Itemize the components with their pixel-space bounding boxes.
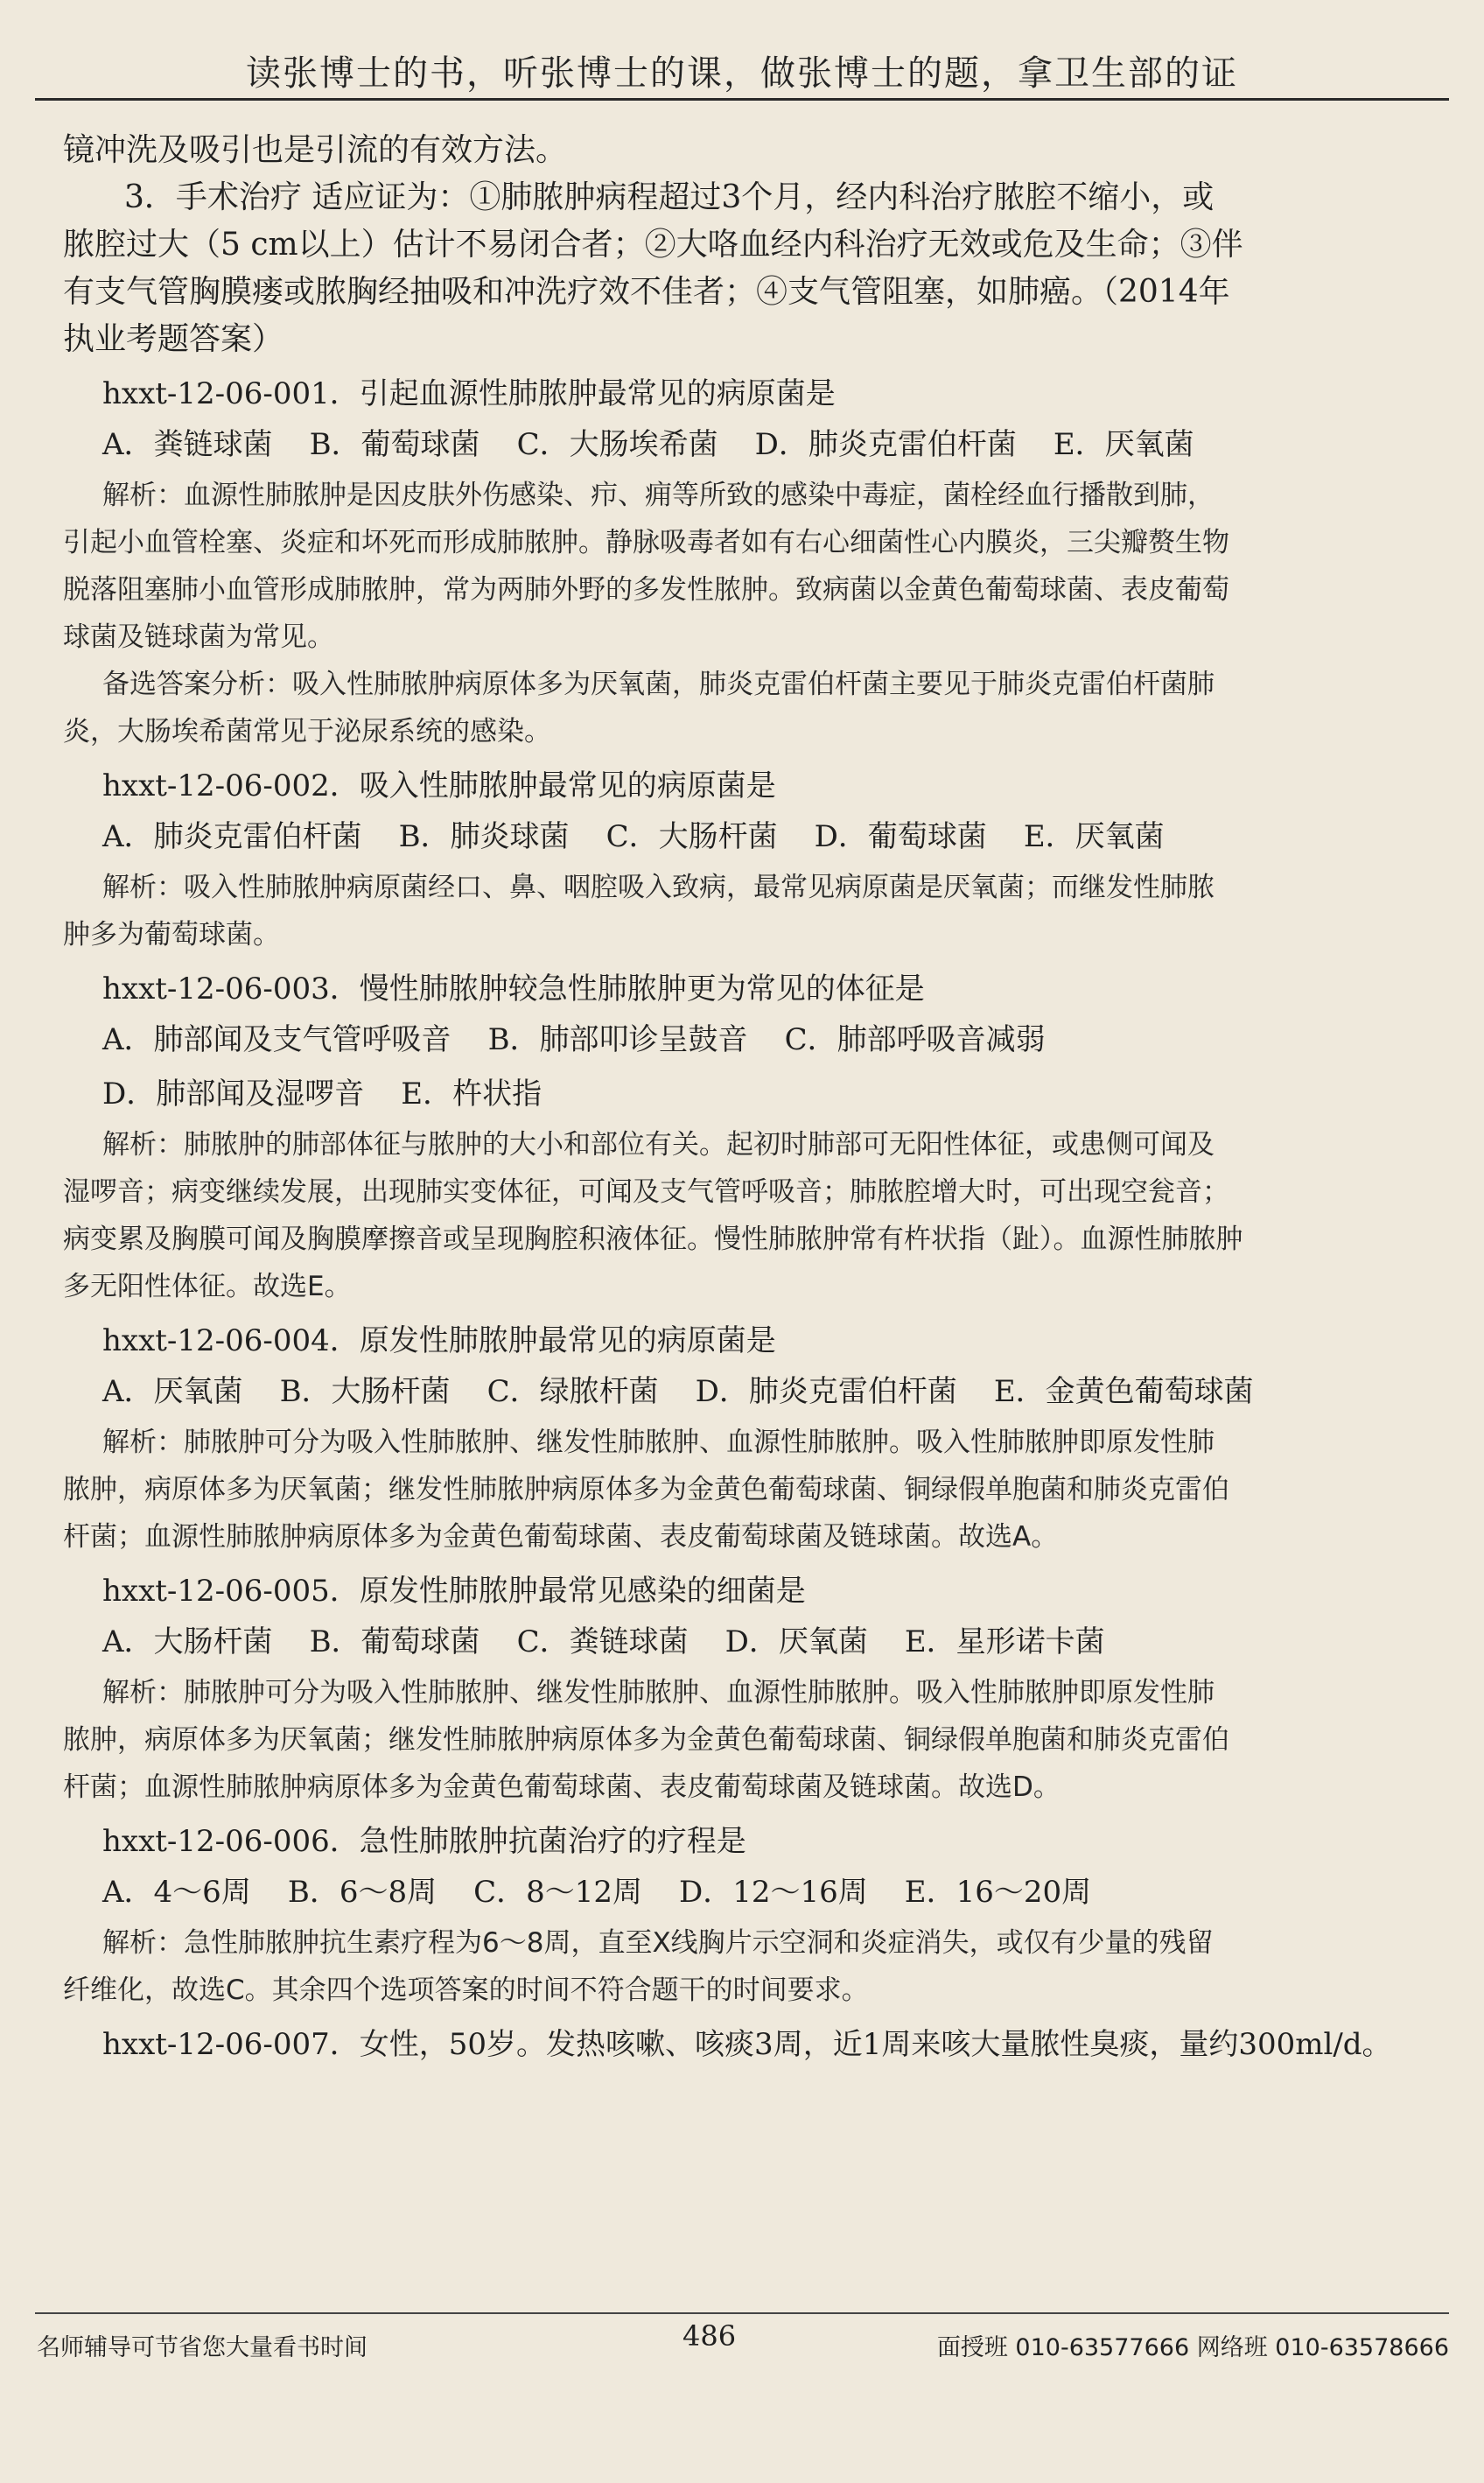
analysis-line: 解析：急性肺脓肿抗生素疗程为6～8周，直至X线胸片示空洞和炎症消失，或仅有少量的残留 [102,1927,1214,1959]
analysis-line: 病变累及胸膜可闻及胸膜摩擦音或呈现胸腔积液体征。慢性肺脓肿常有杵状指（趾）。血源性肺脓肿 [63,1224,1243,1255]
analysis-line: 球菌及链球菌为常见。 [63,621,334,653]
analysis-line: 纤维化，故选C。其余四个选项答案的时间不符合题干的时间要求。 [63,1974,869,2006]
footer-rule [35,2312,1449,2314]
footer-slogan: 名师辅导可节省您大量看书时间 [37,2334,368,2361]
analysis-line: 杆菌；血源性肺脓肿病原体多为金黄色葡萄球菌、表皮葡萄球菌及链球菌。故选D。 [63,1771,1060,1803]
question-block [63,1818,1447,2014]
answer-option: C．大肠杆菌 [606,819,778,854]
analysis [63,1121,1447,1310]
options-row [63,810,1447,864]
answer-option: C．粪链球菌 [516,1624,689,1659]
answer-option: C．大肠埃希菌 [516,427,718,462]
answer-option: E．厌氧菌 [1023,819,1165,854]
answer-option: B．肺部叩诊呈鼓音 [487,1022,748,1057]
options-row [63,1615,1447,1669]
intro-line: 3．手术治疗 适应证为：①肺脓肿病程超过3个月，经内科治疗脓腔不缩小，或 [124,179,1214,215]
analysis-line: 脓肿，病原体多为厌氧菌；继发性肺脓肿病原体多为金黄色葡萄球菌、铜绿假单胞菌和肺炎克雷伯 [63,1474,1229,1505]
answer-option: A．厌氧菌 [102,1374,243,1409]
question-block [63,965,1447,1310]
question-block [63,1317,1447,1561]
answer-option: E．厌氧菌 [1053,427,1194,462]
intro-line: 有支气管胸膜瘘或脓胸经抽吸和冲洗疗效不佳者；④支气管阻塞，如肺癌。（2014年 [63,274,1230,310]
question-stem: hxxt-12-06-007．女性，50岁。发热咳嗽、咳痰3周，近1周来咳大量脓性臭痰，量约300ml/d。 [102,2027,1392,2062]
analysis-line: 肿多为葡萄球菌。 [63,919,280,950]
analysis-line: 解析：肺脓肿可分为吸入性肺脓肿、继发性肺脓肿、血源性肺脓肿。吸入性肺脓肿即原发性肺 [102,1677,1214,1708]
answer-option: A．大肠杆菌 [102,1624,273,1659]
answer-option: D．肺炎克雷伯杆菌 [754,427,1017,462]
analysis-line: 湿啰音；病变继续发展，出现肺实变体征，可闻及支气管呼吸音；肺脓腔增大时，可出现空瓮音； [63,1176,1229,1208]
answer-option: E．16～20周 [904,1875,1092,1910]
options-row [63,417,1447,472]
question-stem: hxxt-12-06-003．慢性肺脓肿较急性肺脓肿更为常见的体征是 [102,971,925,1007]
running-header: 读张博士的书，听张博士的课，做张博士的题，拿卫生部的证 [246,53,1238,94]
answer-option: D．肺部闻及湿啰音 [102,1077,365,1112]
answer-option: B．葡萄球菌 [309,427,480,462]
answer-option: E．星形诺卡菌 [904,1624,1105,1659]
question-stem: hxxt-12-06-005．原发性肺脓肿最常见感染的细菌是 [102,1574,806,1609]
answer-option: D．厌氧菌 [724,1624,868,1659]
analysis-line: 解析：吸入性肺脓肿病原菌经口、鼻、咽腔吸入致病，最常见病原菌是厌氧菌；而继发性肺脓 [102,872,1214,903]
analysis [63,864,1447,958]
question-block [63,1568,1447,1811]
answer-option: B．大肠杆菌 [279,1374,451,1409]
answer-option: D．肺炎克雷伯杆菌 [695,1374,957,1409]
question-stem: hxxt-12-06-004．原发性肺脓肿最常见的病原菌是 [102,1323,776,1358]
analysis-line: 引起小血管栓塞、炎症和坏死而形成肺脓肿。静脉吸毒者如有右心细菌性心内膜炎，三尖瓣赘生物 [63,527,1229,558]
page-number: 486 [682,2319,737,2353]
analysis-line: 解析：肺脓肿可分为吸入性肺脓肿、继发性肺脓肿、血源性肺脓肿。吸入性肺脓肿即原发性肺 [102,1427,1214,1458]
analysis-line: 脓肿，病原体多为厌氧菌；继发性肺脓肿病原体多为金黄色葡萄球菌、铜绿假单胞菌和肺炎克雷伯 [63,1724,1229,1756]
intro-line: 镜冲洗及吸引也是引流的有效方法。 [63,132,568,168]
analysis [63,1669,1447,1811]
options-row [63,1865,1447,1919]
answer-option: D．12～16周 [679,1875,868,1910]
answer-option: A．粪链球菌 [102,427,273,462]
answer-option: C．8～12周 [473,1875,642,1910]
analysis-line: 备选答案分析：吸入性肺脓肿病原体多为厌氧菌，肺炎克雷伯杆菌主要见于肺炎克雷伯杆菌肺 [102,669,1214,700]
analysis-line: 脱落阻塞肺小血管形成肺脓肿，常为两肺外野的多发性脓肿。致病菌以金黄色葡萄球菌、表皮葡萄 [63,574,1229,606]
intro-line: 执业考题答案） [63,321,284,357]
intro-line: 脓腔过大（5 cm以上）估计不易闭合者；②大咯血经内科治疗无效或危及生命；③伴 [63,227,1243,263]
answer-option: B．6～8周 [287,1875,438,1910]
analysis-line: 杆菌；血源性肺脓肿病原体多为金黄色葡萄球菌、表皮葡萄球菌及链球菌。故选A。 [63,1521,1059,1553]
options-row [63,1067,1447,1121]
footer-contact: 面授班 010-63577666 网络班 010-63578666 [936,2334,1449,2361]
analysis [63,1919,1447,2014]
question-block [63,370,1447,755]
analysis [63,1419,1447,1561]
answer-option: A．4～6周 [102,1875,251,1910]
answer-option: A．肺部闻及支气管呼吸音 [102,1022,452,1057]
question-stem: hxxt-12-06-006．急性肺脓肿抗菌治疗的疗程是 [102,1824,746,1859]
analysis-line: 解析：肺脓肿的肺部体征与脓肿的大小和部位有关。起初时肺部可无阳性体征，或患侧可闻及 [102,1129,1214,1161]
question-block [63,762,1447,958]
question-stem: hxxt-12-06-002．吸入性肺脓肿最常见的病原菌是 [102,768,776,803]
options-row [63,1013,1447,1067]
answer-option: E．杵状指 [401,1077,542,1112]
analysis-line: 多无阳性体征。故选E。 [63,1271,352,1302]
answer-option: C．肺部呼吸音减弱 [784,1022,1046,1057]
analysis-line: 炎，大肠埃希菌常见于泌尿系统的感染。 [63,716,551,747]
answer-option: E．金黄色葡萄球菌 [993,1374,1254,1409]
options-row [63,1364,1447,1419]
answer-option: B．葡萄球菌 [309,1624,480,1659]
analysis-line: 解析：血源性肺脓肿是因皮肤外伤感染、疖、痈等所致的感染中毒症，菌栓经血行播散到肺， [102,480,1214,511]
answer-option: C．绿脓杆菌 [486,1374,659,1409]
question-stem: hxxt-12-06-001．引起血源性肺脓肿最常见的病原菌是 [102,376,836,411]
question-list [63,370,1447,2014]
answer-option: A．肺炎克雷伯杆菌 [102,819,362,854]
answer-option: B．肺炎球菌 [398,819,570,854]
analysis [63,472,1447,755]
answer-option: D．葡萄球菌 [814,819,987,854]
page-content [63,127,1447,2068]
header-rule [35,98,1449,101]
